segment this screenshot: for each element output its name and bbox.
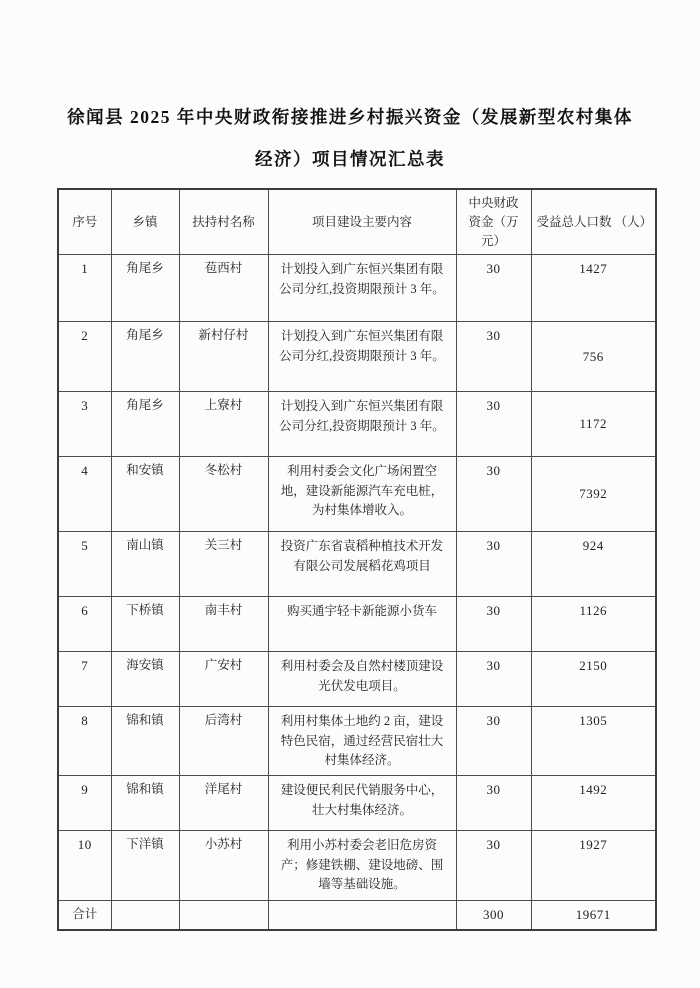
cell-beneficiaries: 1492	[531, 776, 656, 831]
cell-fund: 30	[456, 322, 531, 392]
cell-town: 锦和镇	[111, 776, 179, 831]
cell-beneficiaries: 756	[531, 322, 656, 392]
cell-content: 利用村集体土地约 2 亩，建设特色民宿，通过经营民宿壮大村集体经济。	[268, 707, 456, 776]
document-title-line2: 经济）项目情况汇总表	[255, 149, 445, 169]
cell-town: 下桥镇	[111, 597, 179, 652]
cell-seq: 10	[58, 831, 111, 900]
cell-village: 小苏村	[179, 831, 268, 900]
cell-beneficiaries: 1305	[531, 707, 656, 776]
cell-village: 冬松村	[179, 457, 268, 532]
cell-village: 新村仔村	[179, 322, 268, 392]
cell-fund: 30	[456, 597, 531, 652]
cell-seq: 4	[58, 457, 111, 532]
cell-beneficiaries: 1927	[531, 831, 656, 900]
header-seq: 序号	[58, 189, 111, 255]
cell-town: 角尾乡	[111, 255, 179, 322]
cell-seq: 3	[58, 392, 111, 457]
cell-town: 南山镇	[111, 532, 179, 597]
table-row	[58, 707, 656, 776]
table-row	[58, 457, 656, 532]
cell-town: 角尾乡	[111, 322, 179, 392]
cell-seq: 8	[58, 707, 111, 776]
cell-town: 海安镇	[111, 652, 179, 707]
cell-village: 关三村	[179, 532, 268, 597]
cell-content: 计划投入到广东恒兴集团有限公司分红,投资期限预计 3 年。	[268, 392, 456, 457]
cell-beneficiaries: 1172	[531, 392, 656, 457]
header-beneficiaries: 受益总人口数 （人）	[531, 189, 656, 255]
table-row	[58, 597, 656, 652]
cell-fund: 30	[456, 776, 531, 831]
cell-beneficiaries: 2150	[531, 652, 656, 707]
table-row	[58, 255, 656, 322]
cell-seq: 9	[58, 776, 111, 831]
cell-beneficiaries: 924	[531, 532, 656, 597]
cell-beneficiaries: 7392	[531, 457, 656, 532]
cell-content: 利用村委会及自然村楼顶建设光伏发电项目。	[268, 652, 456, 707]
cell-fund: 30	[456, 255, 531, 322]
header-content: 项目建设主要内容	[268, 189, 456, 255]
cell-fund: 30	[456, 392, 531, 457]
cell-village: 苞西村	[179, 255, 268, 322]
cell-fund: 30	[456, 831, 531, 900]
cell-beneficiaries: 1126	[531, 597, 656, 652]
table-row	[58, 831, 656, 900]
cell-village: 后湾村	[179, 707, 268, 776]
table-row	[58, 322, 656, 392]
summary-table	[57, 188, 657, 931]
cell-village: 上寮村	[179, 392, 268, 457]
document-title-line1: 徐闻县 2025 年中央财政衔接推进乡村振兴资金（发展新型农村集体	[67, 107, 633, 127]
cell-content: 投资广东省袁稻种植技术开发有限公司发展稻花鸡项目	[268, 532, 456, 597]
total-town-empty	[111, 900, 179, 930]
header-fund: 中央财政 资金（万 元）	[456, 189, 531, 255]
cell-seq: 5	[58, 532, 111, 597]
cell-content: 利用村委会文化广场闲置空地，建设新能源汽车充电桩，为村集体增收入。	[268, 457, 456, 532]
header-row	[58, 189, 656, 255]
cell-content: 计划投入到广东恒兴集团有限公司分红,投资期限预计 3 年。	[268, 255, 456, 322]
cell-fund: 30	[456, 707, 531, 776]
cell-town: 和安镇	[111, 457, 179, 532]
cell-village: 洋尾村	[179, 776, 268, 831]
cell-fund: 30	[456, 652, 531, 707]
cell-seq: 2	[58, 322, 111, 392]
cell-village: 南丰村	[179, 597, 268, 652]
total-beneficiaries: 19671	[531, 900, 656, 930]
total-village-empty	[179, 900, 268, 930]
cell-seq: 1	[58, 255, 111, 322]
document-title	[0, 0, 700, 180]
table-row	[58, 392, 656, 457]
cell-content: 购买通宇轻卡新能源小货车	[268, 597, 456, 652]
cell-fund: 30	[456, 457, 531, 532]
total-row	[58, 900, 656, 930]
cell-seq: 6	[58, 597, 111, 652]
cell-town: 锦和镇	[111, 707, 179, 776]
total-content-empty	[268, 900, 456, 930]
cell-fund: 30	[456, 532, 531, 597]
header-town: 乡镇	[111, 189, 179, 255]
total-fund: 300	[456, 900, 531, 930]
cell-town: 下洋镇	[111, 831, 179, 900]
cell-content: 计划投入到广东恒兴集团有限公司分红,投资期限预计 3 年。	[268, 322, 456, 392]
table-row	[58, 532, 656, 597]
cell-content: 建设便民利民代销服务中心，壮大村集体经济。	[268, 776, 456, 831]
table-row	[58, 776, 656, 831]
total-label: 合计	[58, 900, 111, 930]
cell-town: 角尾乡	[111, 392, 179, 457]
cell-content: 利用小苏村委会老旧危房资产；修建铁棚、建设地磅、围墙等基础设施。	[268, 831, 456, 900]
header-village: 扶持村名称	[179, 189, 268, 255]
table-row	[58, 652, 656, 707]
cell-beneficiaries: 1427	[531, 255, 656, 322]
cell-seq: 7	[58, 652, 111, 707]
cell-village: 广安村	[179, 652, 268, 707]
